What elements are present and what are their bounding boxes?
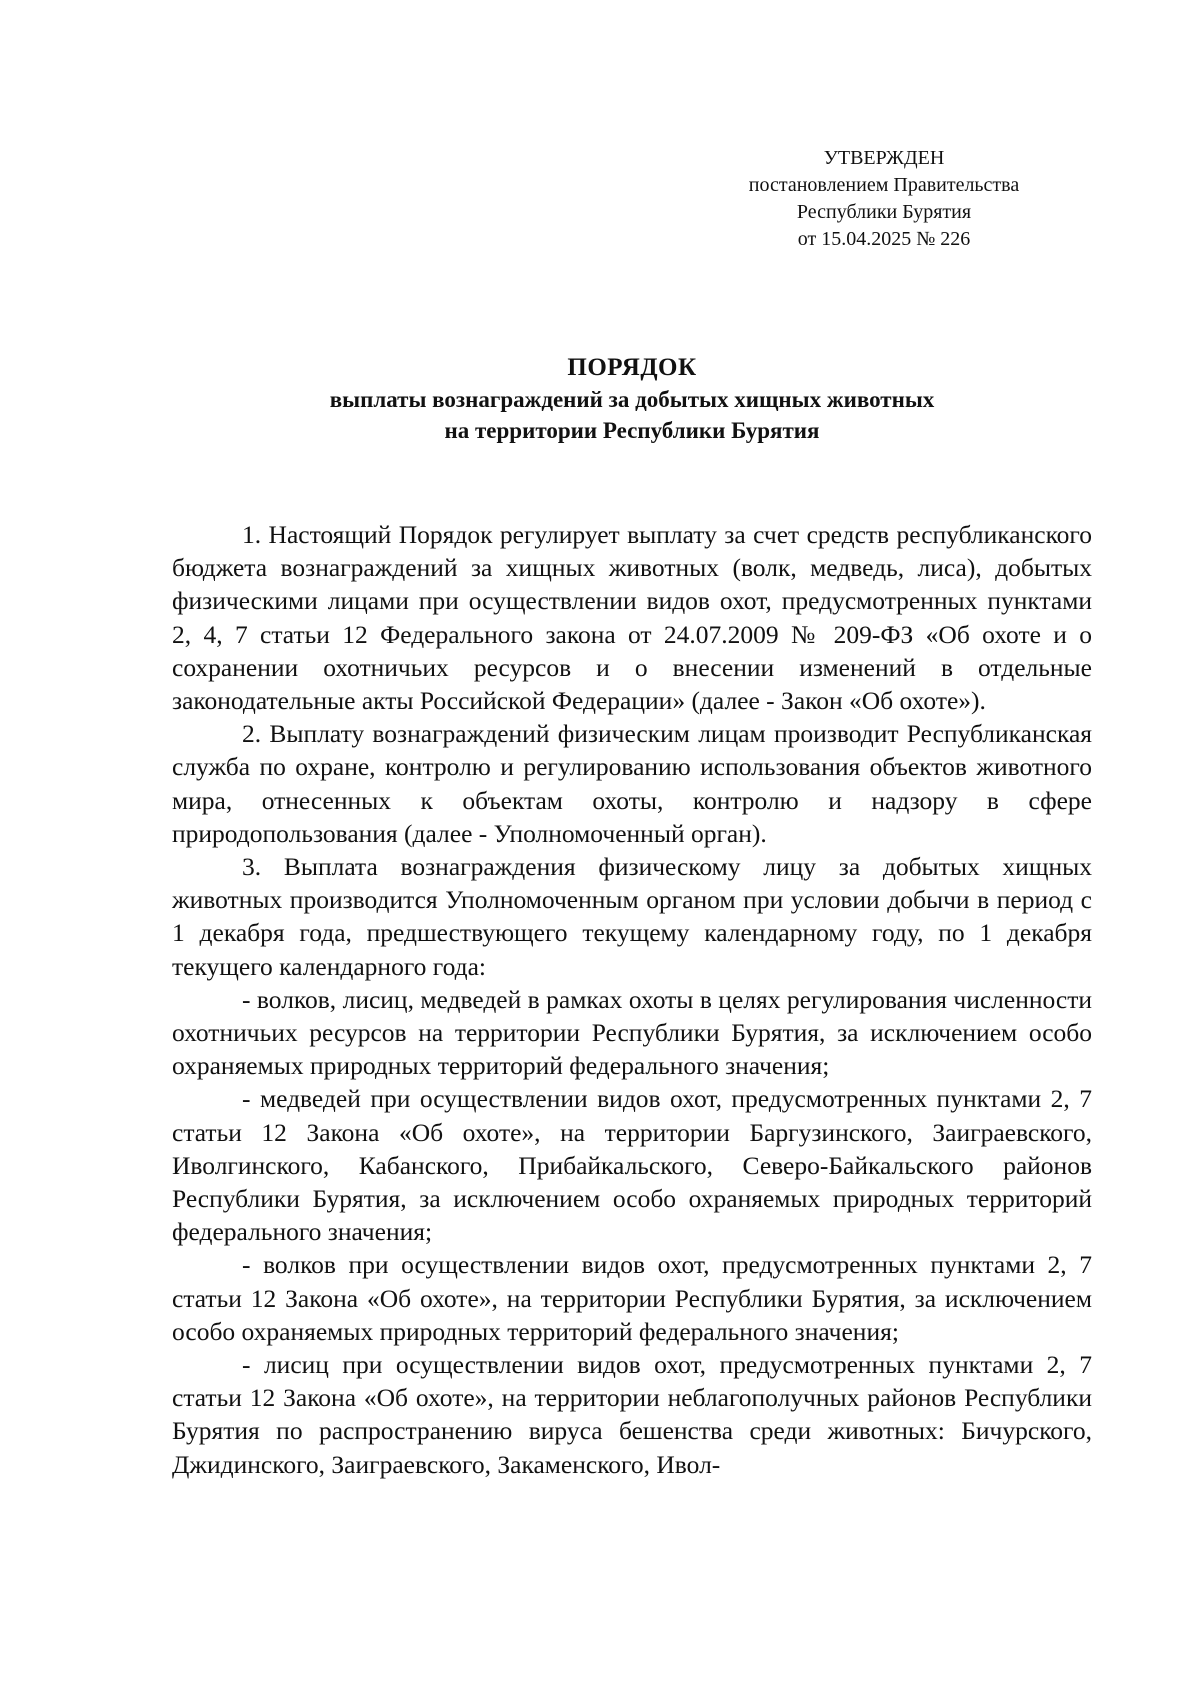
approval-line-date-number: от 15.04.2025 № 226 [797, 228, 971, 250]
title-main: ПОРЯДОК [567, 354, 697, 381]
title-subtitle-line1: выплаты вознаграждений за добытых хищных животных [329, 387, 935, 412]
title-subtitle-line2: на территории Республики Бурятия [444, 418, 820, 443]
list-item-regulation-hunting: - волков, лисиц, медведей в рамках охоты в целях регулирования численности охотничьих ресурсов на территории Республики Бурятия, за исключением особо охраняемых природных территорий федерального значения; [172, 984, 1092, 1081]
list-item-bears: - медведей при осуществлении видов охот, предусмотренных пунктами 2, 7 статьи 12 Закона «Об охоте», на территории Баргузинского, Заиграевского, Иволгинского, Кабанского, Прибайкальского, Северо-Байкальского районов Республики Бурятия, за исключением особо охраняемых природных территорий федерального значения; [172, 1084, 1092, 1247]
approval-line-approved: УТВЕРЖДЕН [823, 147, 945, 169]
paragraph-3: 3. Выплата вознаграждения физическому лицу за добытых хищных животных производится Уполномоченным органом при условии добычи в период с 1 декабря года, предшествующего текущему календарному году, по 1 декабря текущего календарного года: [172, 852, 1092, 981]
paragraph-2: 2. Выплату вознаграждений физическим лицам производит Республиканская служба по охране, контролю и регулированию использования объектов животного мира, отнесенных к объектам охоты, контролю и надзору в сфере природопользования (далее - Уполномоченный орган). [172, 719, 1092, 848]
approval-stamp [714, 145, 1054, 253]
document-title [172, 352, 1092, 446]
list-item-wolves: - волков при осуществлении видов охот, предусмотренных пунктами 2, 7 статьи 12 Закона «Об охоте», на территории Республики Бурятия, за исключением особо охраняемых природных территорий федерального значения; [172, 1250, 1092, 1346]
approval-line-resolution: постановлением Правительства [748, 174, 1020, 196]
paragraph-1: 1. Настоящий Порядок регулирует выплату за счет средств республиканского бюджета вознаграждений за хищных животных (волк, медведь, лиса), добытых физическими лицами при осуществлении видов охот, предусмотренных пунктами 2, 4, 7 статьи 12 Федерального закона от 24.07.2009 № 209-ФЗ «Об охоте и о сохранении охотничьих ресурсов и о внесении изменений в отдельные законодательные акты Российской Федерации» (далее - Закон «Об охоте»). [172, 520, 1092, 716]
list-item-foxes: - лисиц при осуществлении видов охот, предусмотренных пунктами 2, 7 статьи 12 Закона «Об охоте», на территории неблагополучных районов Республики Бурятия по распространению вируса бешенства среди животных: Бичурского, Джидинского, Заиграевского, Закаменского, Ивол- [172, 1350, 1092, 1479]
document-body [172, 518, 1092, 1481]
approval-line-republic: Республики Бурятия [796, 201, 972, 223]
